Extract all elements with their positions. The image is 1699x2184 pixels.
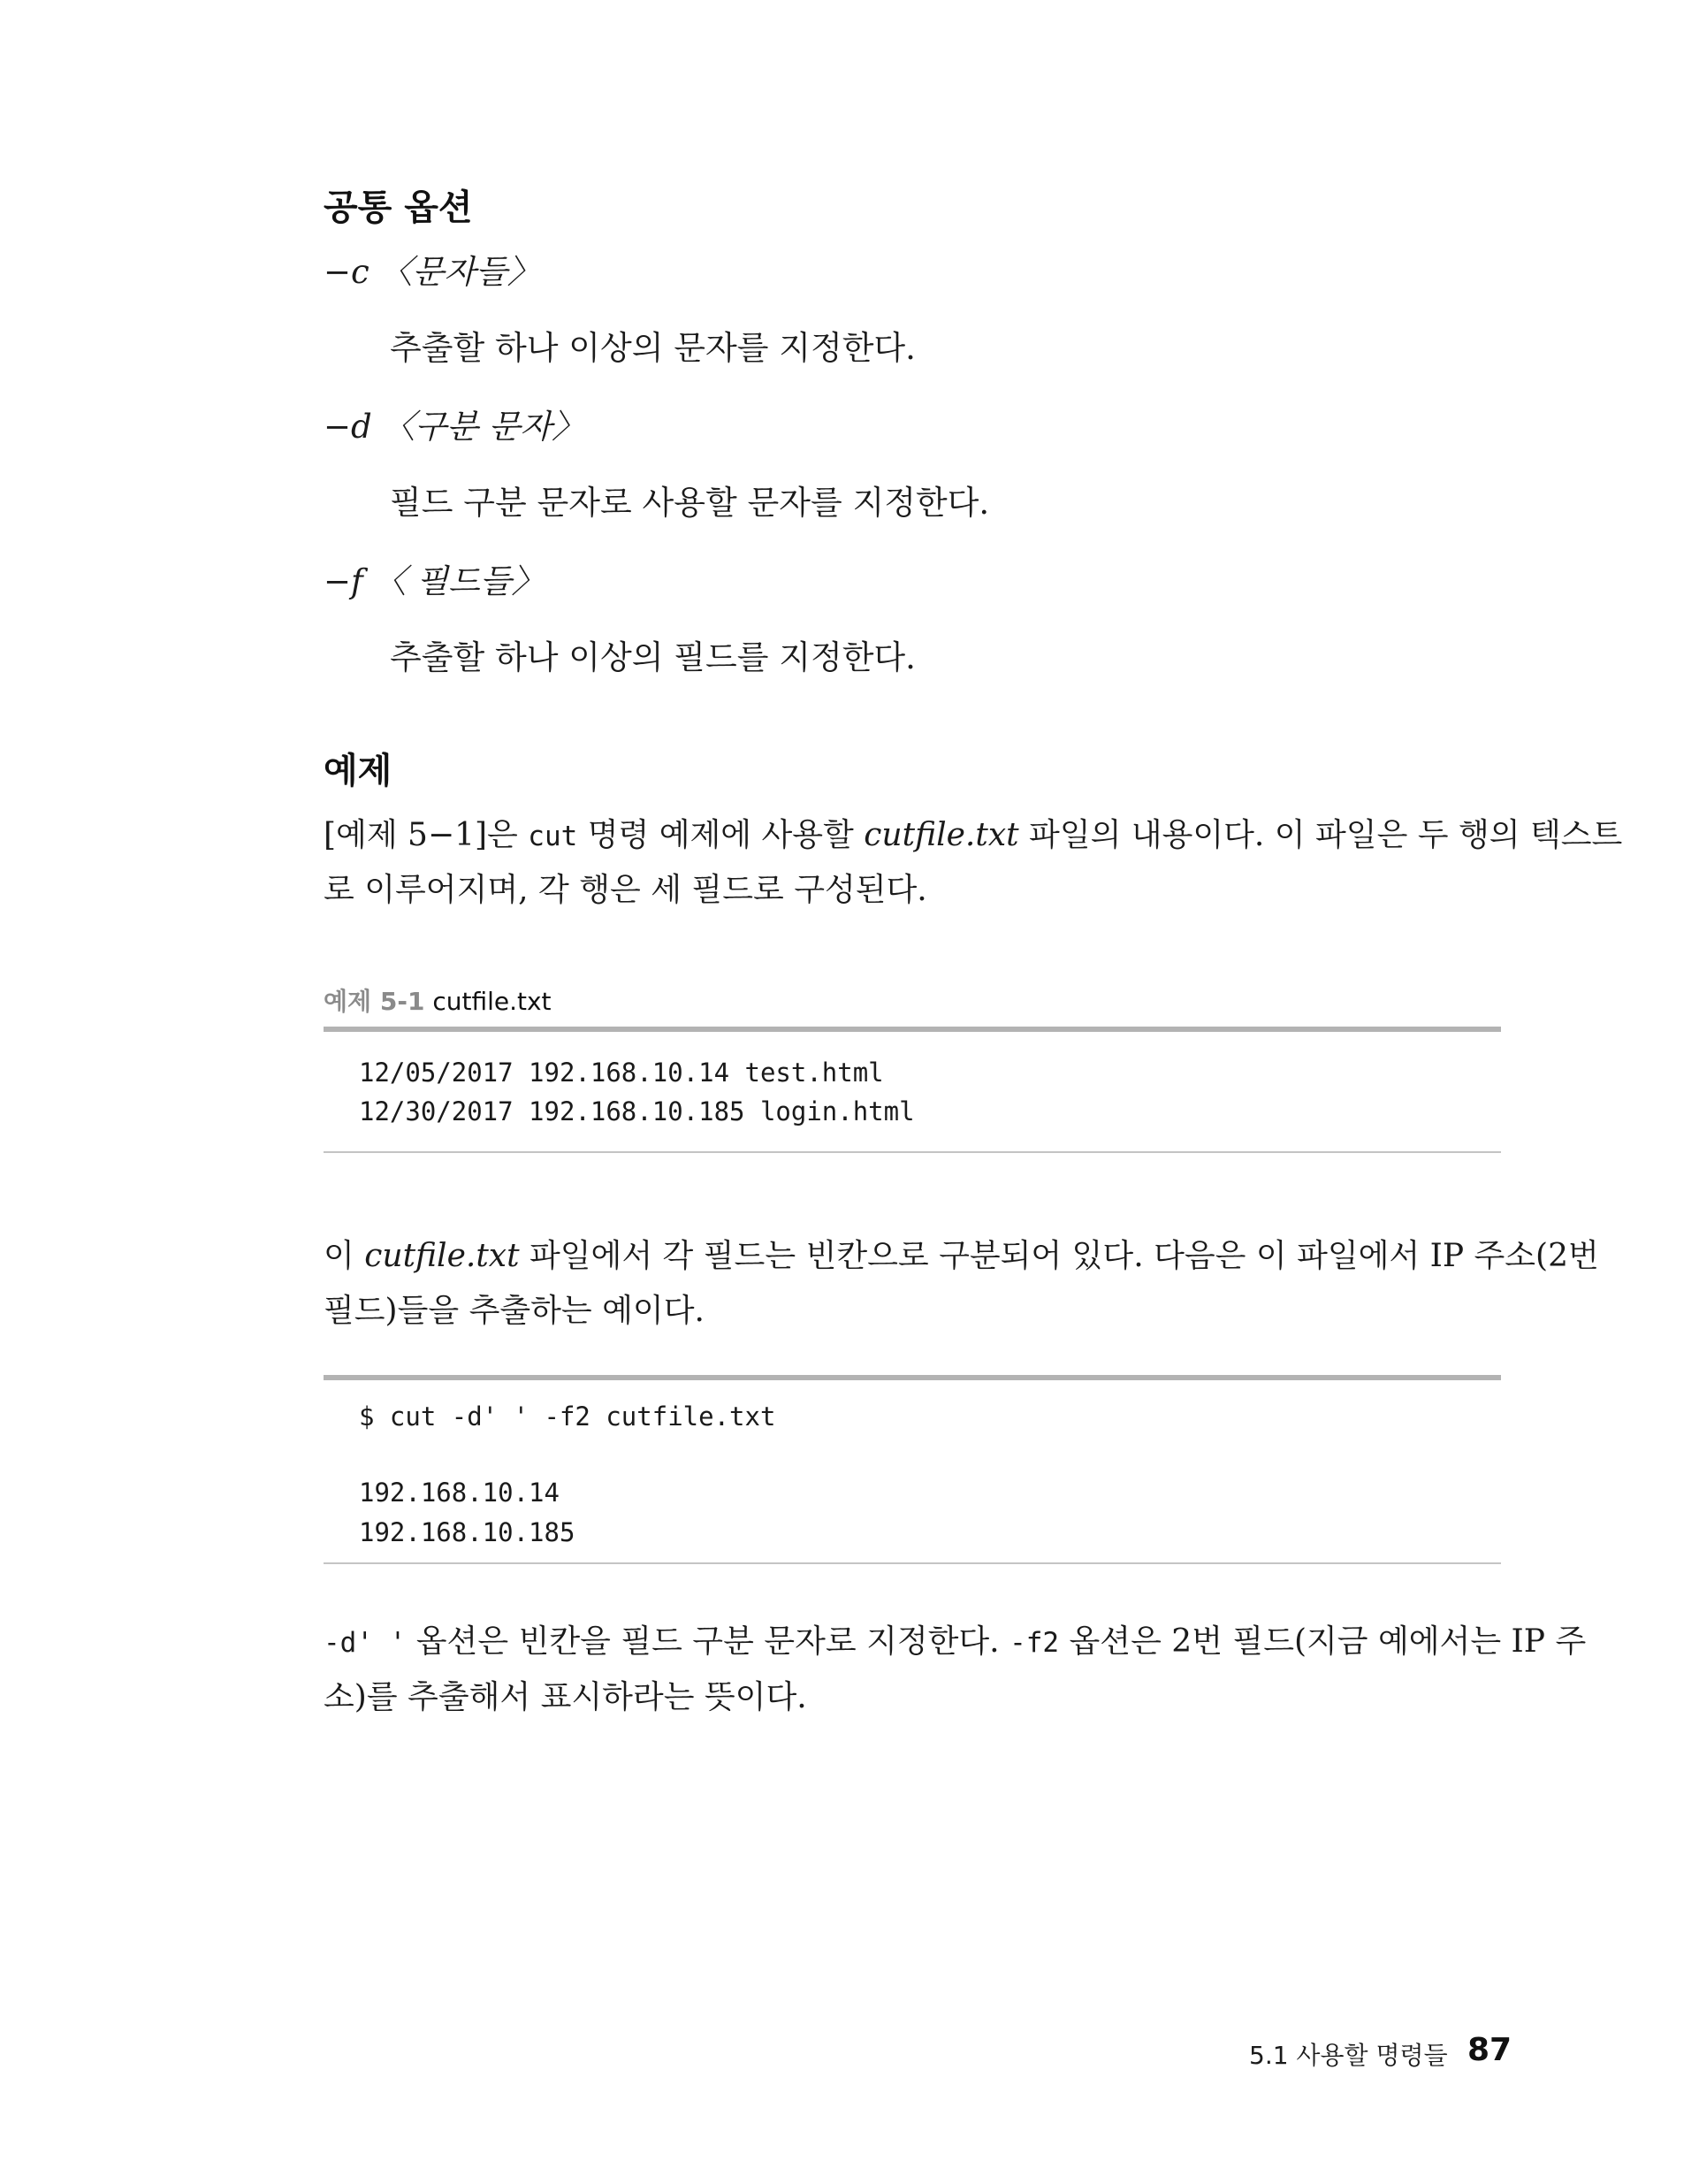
listing-line: 12/05/2017 192.168.10.14 test.html (359, 1058, 884, 1088)
command-bottom-rule (324, 1562, 1501, 1564)
command-top-rule (324, 1375, 1501, 1380)
option-term-f: −f 〈 필드들〉 (324, 562, 545, 600)
intro-text: 명령 예제에 사용할 (577, 817, 865, 853)
inline-code-f2-option: -f2 (1009, 1627, 1060, 1659)
after-listing-paragraph-line2: 필드)들을 추출하는 예이다. (324, 1293, 705, 1329)
paragraph-text: 파일에서 각 필드는 빈칸으로 구분되어 있다. 다음은 이 파일에서 IP 주소(2번 (519, 1238, 1599, 1274)
section-heading-example: 예제 (324, 751, 392, 791)
option-term-c: −c 〈문자들〉 (324, 253, 540, 291)
intro-paragraph-line2: 로 이루어지며, 각 행은 세 필드로 구성된다. (324, 872, 927, 908)
intro-paragraph-line1 (324, 810, 1622, 855)
paragraph-text: 옵션은 빈칸을 필드 구분 문자로 지정한다. (406, 1623, 1010, 1660)
command-output-line: 192.168.10.14 (359, 1478, 560, 1508)
listing-caption (324, 982, 552, 1018)
command-line: $ cut -d' ' -f2 cutfile.txt (359, 1401, 776, 1432)
paragraph-text: 이 (324, 1238, 365, 1274)
inline-code-cut: cut (528, 821, 578, 852)
page-number: 87 (1467, 2032, 1512, 2068)
after-listing-paragraph-line1 (324, 1231, 1599, 1276)
listing-line: 12/30/2017 192.168.10.185 login.html (359, 1096, 915, 1126)
listing-label: 예제 5-1 (324, 987, 425, 1016)
listing-bottom-rule (324, 1151, 1501, 1153)
listing-filename: cutfile.txt (432, 987, 552, 1016)
option-desc-f: 추출할 하나 이상의 필드를 지정한다. (390, 638, 916, 676)
intro-text: [예제 5−1]은 (324, 817, 529, 853)
inline-filename: cutfile.txt (864, 817, 1019, 853)
option-term-d: −d 〈구분 문자〉 (324, 408, 585, 446)
explanation-paragraph-line1 (324, 1616, 1586, 1661)
intro-text: 파일의 내용이다. 이 파일은 두 행의 텍스트 (1018, 817, 1623, 853)
inline-filename: cutfile.txt (364, 1238, 520, 1274)
command-output-line: 192.168.10.185 (359, 1517, 575, 1547)
footer-section-title: 5.1 사용할 명령들 (1249, 2041, 1448, 2070)
paragraph-text: 옵션은 2번 필드(지금 예에서는 IP 주 (1059, 1623, 1587, 1660)
explanation-paragraph-line2: 소)를 추출해서 표시하라는 뜻이다. (324, 1679, 807, 1715)
inline-code-d-option: -d' ' (324, 1627, 407, 1659)
option-desc-d: 필드 구분 문자로 사용할 문자를 지정한다. (390, 484, 990, 522)
option-desc-c: 추출할 하나 이상의 문자를 지정한다. (390, 329, 916, 367)
section-heading-common-options: 공통 옵션 (324, 187, 473, 228)
listing-top-rule (324, 1027, 1501, 1032)
